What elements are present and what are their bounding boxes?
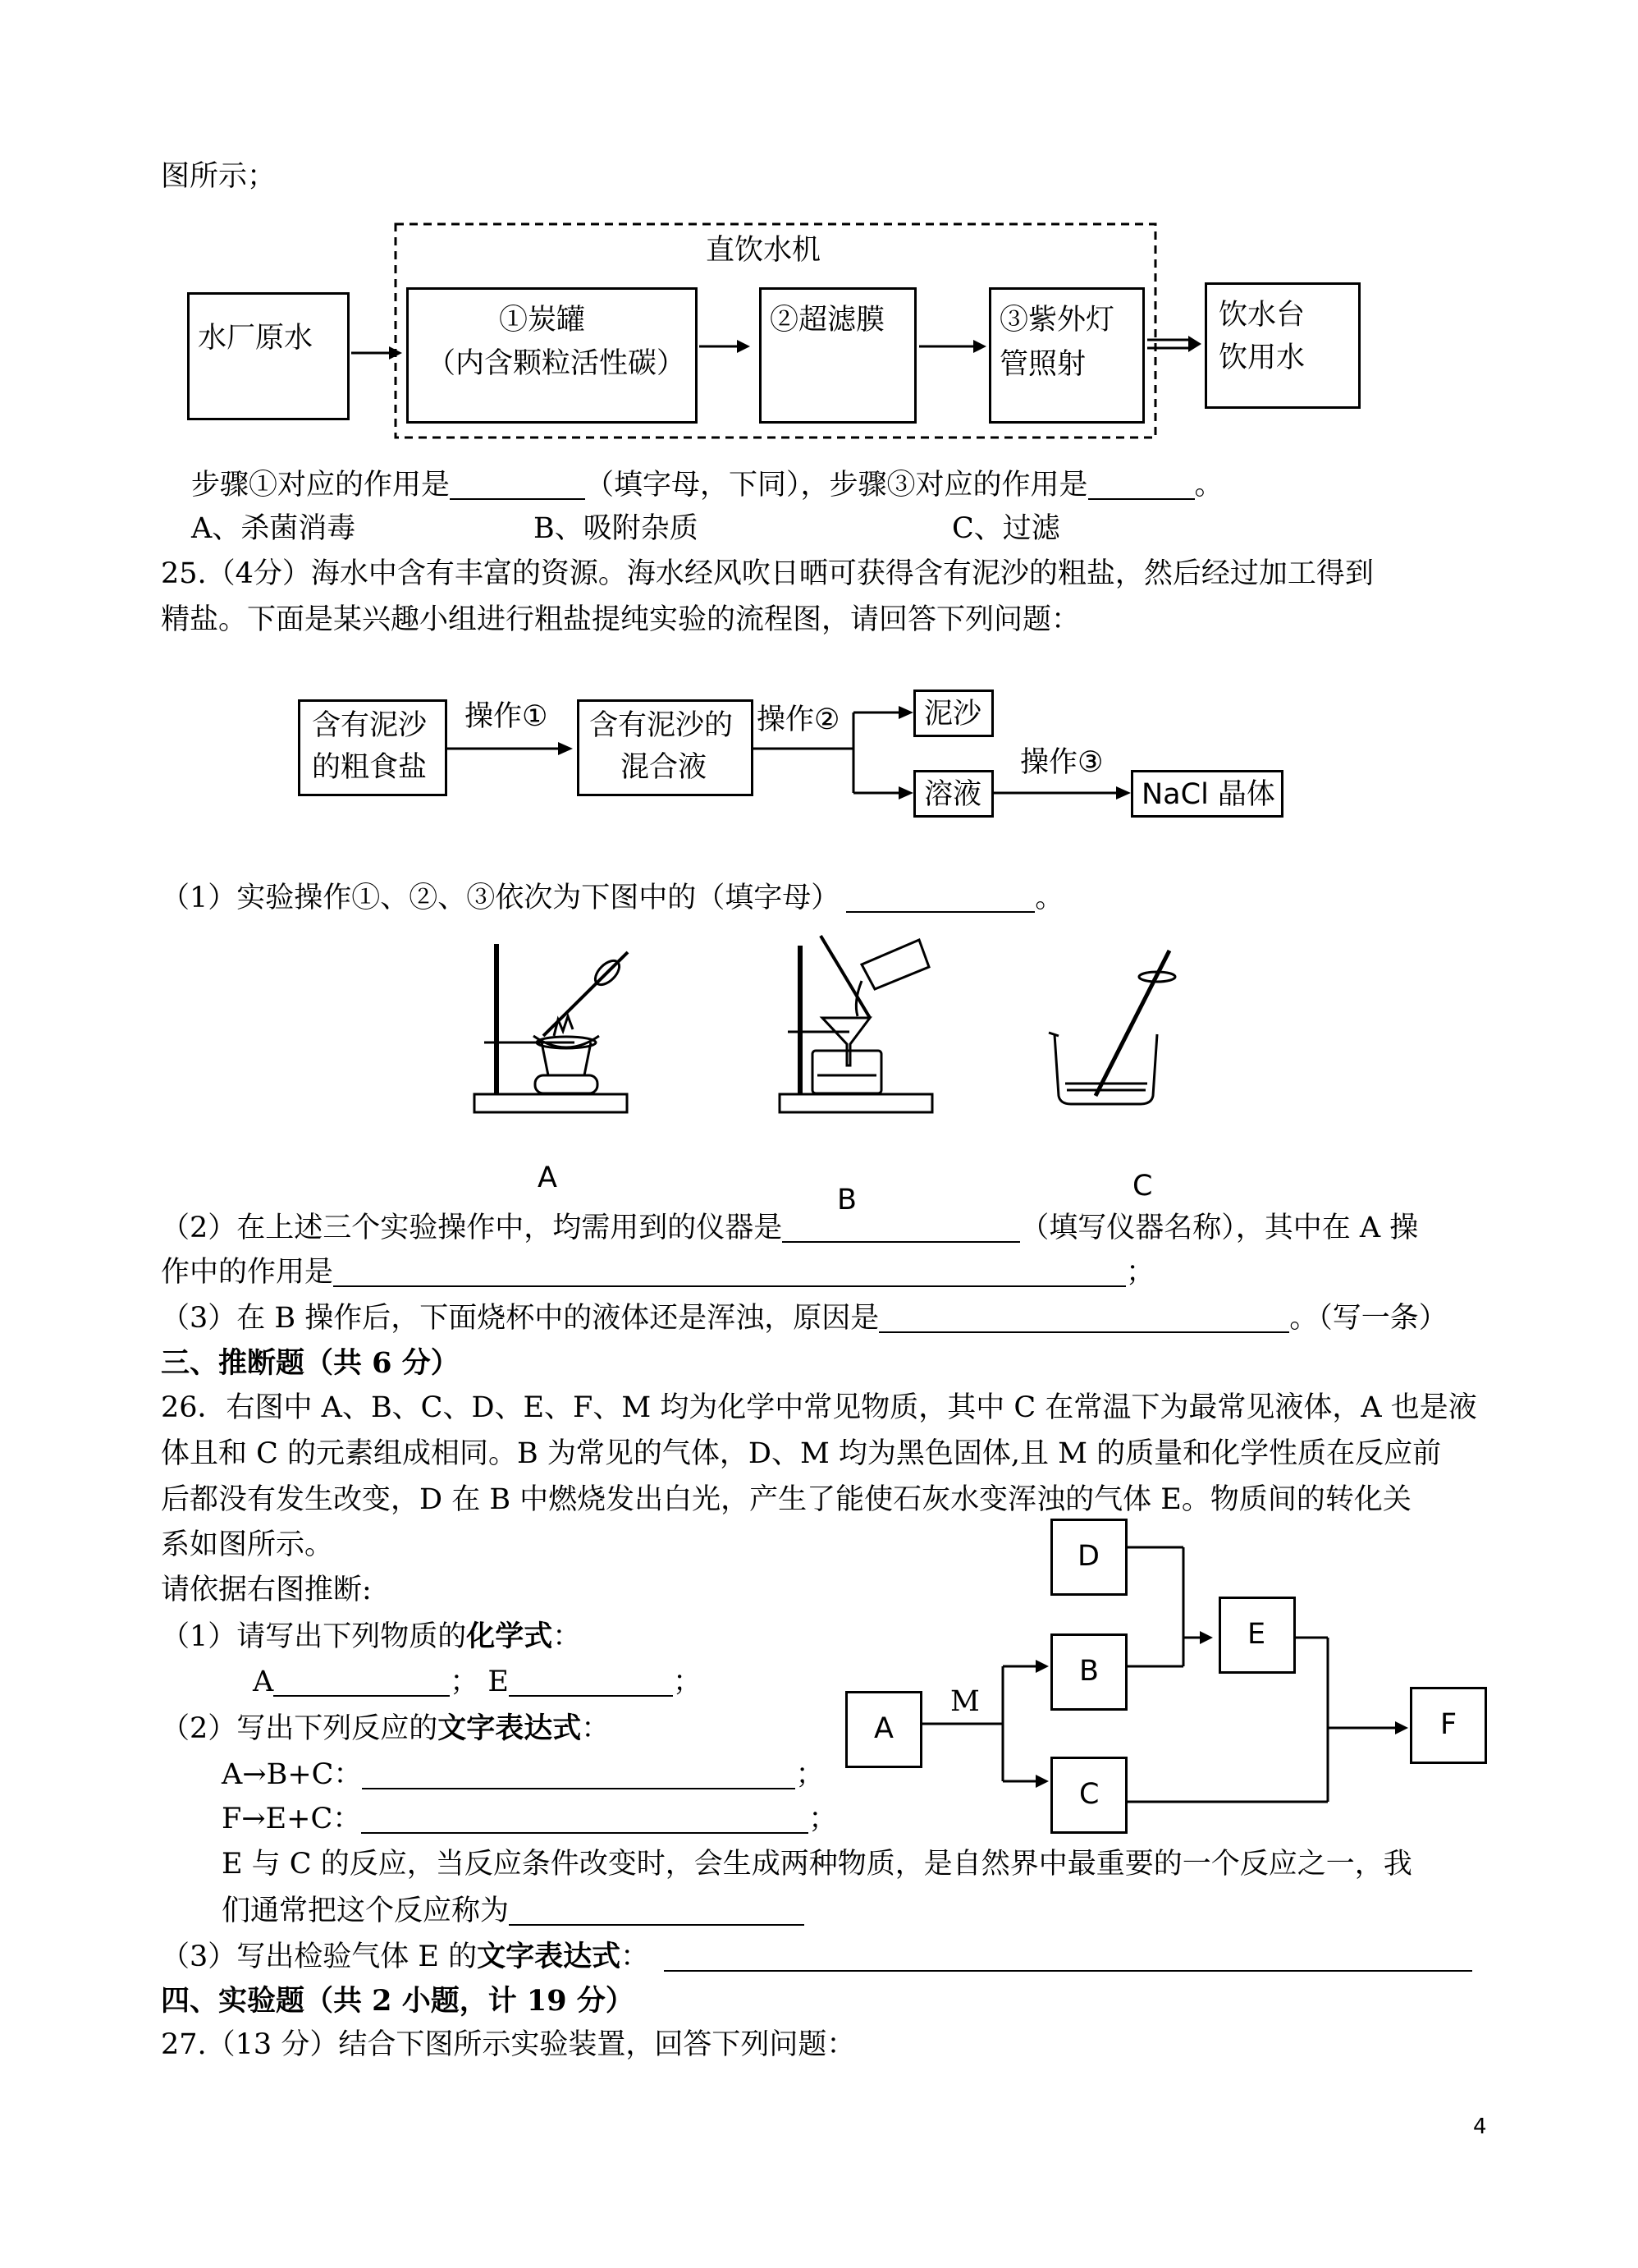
figure-c-label: C <box>1132 1170 1153 1203</box>
q26-react1-label: A→B+C： <box>222 1758 363 1791</box>
node-d <box>1050 1519 1128 1596</box>
node-b-label: B <box>1079 1655 1100 1688</box>
sand-label: 泥沙 <box>924 698 982 731</box>
node-b <box>1050 1633 1128 1711</box>
q26-react2-label: F→E+C： <box>222 1803 362 1835</box>
q24-text-a: 步骤①对应的作用是 <box>191 469 451 502</box>
q26-sub1-bold: 化学式 <box>466 1620 553 1653</box>
q26-fill-e-label: ； E <box>450 1665 509 1698</box>
crude-salt-sub: 的粗食盐 <box>312 751 428 784</box>
op1-label: 操作① <box>464 700 548 733</box>
q26-ec-blank[interactable] <box>509 1896 804 1926</box>
figure-b-label: B <box>837 1184 858 1216</box>
q26-line3: 后都没有发生改变，D 在 B 中燃烧发出白光，产生了能使石灰水变浑浊的气体 E。物质间的转化关 <box>161 1483 1412 1516</box>
solution-label: 溶液 <box>924 778 982 811</box>
q26-ec-text: 们通常把这个反应称为 <box>222 1895 510 1927</box>
q25-line1: 25.（4分）海水中含有丰富的资源。海水经风吹日晒可获得含有泥沙的粗盐，然后经过加工得到 <box>161 557 1374 590</box>
node-e-label: E <box>1247 1618 1266 1651</box>
q26-ec-line2 <box>222 1896 804 1926</box>
node-a-label: A <box>874 1712 894 1745</box>
carbon-tank-sub: （内含颗粒活性碳） <box>427 347 686 380</box>
q24-option-a: A、杀菌消毒 <box>191 512 356 545</box>
q25-sub1-end: 。 <box>1035 882 1064 914</box>
ultrafilter-label: ②超滤膜 <box>770 304 885 337</box>
section4-heading: 四、实验题（共 2 小题，计 19 分） <box>161 1984 634 2018</box>
node-a <box>845 1691 922 1768</box>
node-d-label: D <box>1078 1540 1100 1573</box>
q26-sub1-colon: ： <box>552 1620 582 1653</box>
uv-lamp-sub: 管照射 <box>1000 348 1087 381</box>
q26-line5: 请依据右图推断: <box>161 1574 372 1606</box>
q26-line4: 系如图所示。 <box>161 1528 334 1561</box>
q26-react2-end: ； <box>808 1803 838 1835</box>
q24-option-b: B、吸附杂质 <box>533 512 698 545</box>
output-sub: 饮用水 <box>1219 341 1306 374</box>
q26-sub3-blank[interactable] <box>664 1942 1472 1972</box>
q26-ec-line1: E 与 C 的反应，当反应条件改变时，会生成两种物质，是自然界中最重要的一个反应之一，我 <box>222 1848 1412 1881</box>
crude-salt-label: 含有泥沙 <box>312 709 428 742</box>
q26-fill-a-label: A <box>253 1665 274 1698</box>
q26-line1: 26．右图中 A、B、C、D、E、F、M 均为化学中常见物质，其中 C 在常温下为最常见液体，A 也是液 <box>161 1391 1477 1424</box>
crystal-label: NaCl 晶体 <box>1142 778 1275 811</box>
node-c-label: C <box>1079 1778 1100 1811</box>
q25-sub2-text-c: 作中的作用是 <box>161 1256 334 1289</box>
q24-text-end: 。 <box>1194 469 1224 502</box>
node-c <box>1050 1757 1128 1834</box>
node-f-label: F <box>1440 1708 1457 1741</box>
op2-label: 操作② <box>757 703 840 736</box>
intro-text: 图所示； <box>161 160 277 193</box>
figure-a-label: A <box>538 1161 557 1194</box>
page-number: 4 <box>1473 2115 1487 2139</box>
q25-sub2-text-b: （填写仪器名称），其中在 A 操 <box>1020 1212 1419 1244</box>
q26-sub3-text: （3）写出检验气体 E 的 <box>161 1940 478 1973</box>
uv-lamp-label: ③紫外灯 <box>1000 304 1115 337</box>
catalyst-m-label: M <box>950 1685 980 1718</box>
q25-sub2-text-a: （2）在上述三个实验操作中，均需用到的仪器是 <box>161 1212 783 1244</box>
q24-option-c: C、过滤 <box>952 512 1060 545</box>
q24-text-b: （填字母，下同），步骤③对应的作用是 <box>585 469 1088 502</box>
q26-sub3 <box>161 1942 1472 1972</box>
q26-react1-end: ； <box>795 1758 825 1791</box>
op3-label: 操作③ <box>1020 746 1104 779</box>
q26-fill-end: ； <box>672 1665 702 1698</box>
q26-sub3-colon: ： <box>620 1940 650 1973</box>
mixture-label: 含有泥沙的 <box>589 709 734 742</box>
q25-line2: 精盐。下面是某兴趣小组进行粗盐提纯实验的流程图，请回答下列问题： <box>161 603 1081 636</box>
q25-sub3-end: 。（写一条） <box>1289 1302 1448 1335</box>
q25-sub1-text: （1）实验操作①、②、③依次为下图中的（填字母） <box>161 882 840 914</box>
q26-sub3-bold: 文字表达式 <box>477 1940 621 1973</box>
q25-sub3-text: （3）在 B 操作后，下面烧杯中的液体还是浑浊，原因是 <box>161 1302 880 1335</box>
q26-sub1-text: （1）请写出下列物质的 <box>161 1620 467 1653</box>
purifier-title: 直饮水机 <box>706 234 821 267</box>
section3-heading: 三、推断题（共 6 分） <box>161 1346 460 1380</box>
q26-sub2-text: （2）写出下列反应的 <box>161 1712 438 1745</box>
output-label: 饮水台 <box>1219 299 1306 332</box>
node-e <box>1219 1597 1296 1674</box>
carbon-tank-label: ①炭罐 <box>499 304 586 337</box>
q27-stem: 27.（13 分）结合下图所示实验装置，回答下列问题： <box>161 2028 856 2061</box>
node-f <box>1410 1687 1487 1764</box>
q26-sub2-bold: 文字表达式 <box>437 1711 582 1745</box>
q26-sub2-colon: ： <box>581 1712 611 1745</box>
mixture-sub: 混合液 <box>620 751 707 784</box>
q26-line2: 体且和 C 的元素组成相同。B 为常见的气体，D、M 均为黑色固体,且 M 的质量和化学性质在反应前 <box>161 1437 1442 1470</box>
q25-sub2-end: ； <box>1126 1256 1155 1289</box>
raw-water-label: 水厂原水 <box>198 322 313 355</box>
